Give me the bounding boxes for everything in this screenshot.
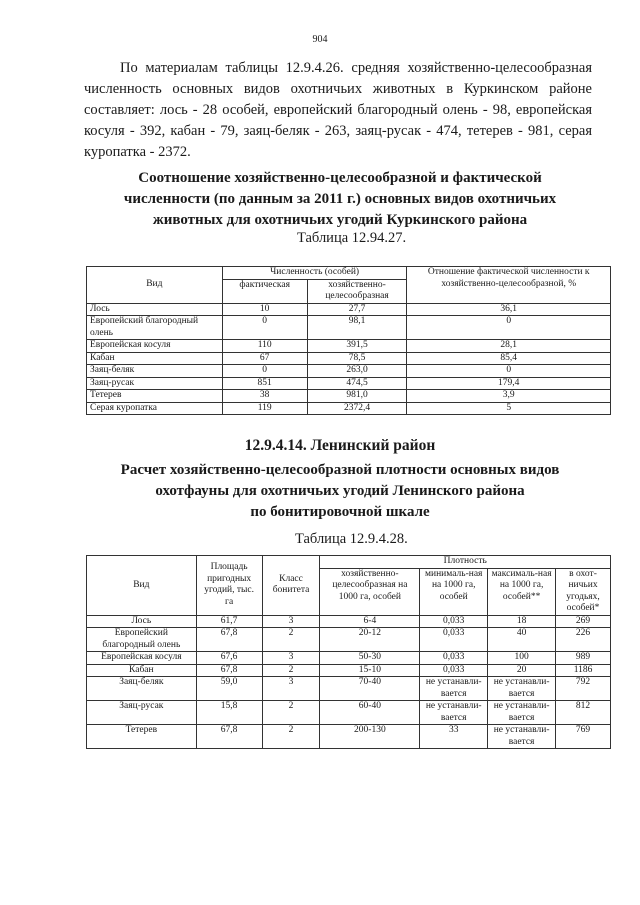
cell-ratio: 0 [407, 365, 611, 378]
table-row [87, 664, 611, 677]
table-row [87, 402, 611, 415]
table1-heading-line2: численности (по данным за 2011 г.) основных видов охотничьих [123, 191, 557, 207]
cell-min: 0,033 [420, 652, 488, 665]
cell-optimal: 981,0 [307, 390, 407, 403]
cell-min: 0,033 [420, 628, 488, 652]
table2-caption: Таблица 12.9.4.28. [295, 531, 408, 547]
cell-optimal: 60-40 [320, 701, 420, 725]
cell-class: 3 [262, 677, 320, 701]
cell-species: Европейский благородный олень [87, 316, 223, 340]
table-row [87, 316, 611, 340]
cell-ratio: 3,9 [407, 390, 611, 403]
cell-area: 67,6 [196, 652, 262, 665]
cell-species: Европейский благородный олень [87, 628, 197, 652]
section-heading: 12.9.4.14. Ленинский район [244, 437, 436, 454]
table-row [87, 701, 611, 725]
col-header-class: Класс бонитета [262, 556, 320, 616]
cell-optimal: 263,0 [307, 365, 407, 378]
cell-class: 2 [262, 701, 320, 725]
cell-hunting: 769 [556, 725, 611, 749]
cell-optimal: 98,1 [307, 316, 407, 340]
table-row [87, 377, 611, 390]
cell-class: 3 [262, 615, 320, 628]
col-header-species: Вид [87, 556, 197, 616]
cell-species: Тетерев [87, 390, 223, 403]
col-header-density: Плотность [320, 556, 611, 569]
col-header-species: Вид [87, 267, 223, 304]
cell-actual: 851 [222, 377, 307, 390]
cell-actual: 0 [222, 365, 307, 378]
cell-optimal: 474,5 [307, 377, 407, 390]
cell-min: 33 [420, 725, 488, 749]
cell-species: Заяц-беляк [87, 677, 197, 701]
table1-heading-line1: Соотношение хозяйственно-целесообразной и фактической [138, 170, 542, 186]
cell-actual: 38 [222, 390, 307, 403]
cell-area: 59,0 [196, 677, 262, 701]
cell-max: 20 [488, 664, 556, 677]
cell-species: Заяц-русак [87, 377, 223, 390]
cell-species: Заяц-русак [87, 701, 197, 725]
page-number: 904 [312, 34, 328, 45]
table-row [87, 615, 611, 628]
cell-optimal: 2372,4 [307, 402, 407, 415]
cell-area: 67,8 [196, 628, 262, 652]
cell-optimal: 50-30 [320, 652, 420, 665]
cell-optimal: 20-12 [320, 628, 420, 652]
cell-actual: 10 [222, 303, 307, 316]
cell-hunting: 226 [556, 628, 611, 652]
cell-species: Заяц-беляк [87, 365, 223, 378]
cell-max: 100 [488, 652, 556, 665]
cell-ratio: 28,1 [407, 340, 611, 353]
cell-species: Тетерев [87, 725, 197, 749]
table2-heading-line2: охотфауны для охотничьих угодий Ленинского района [155, 483, 525, 499]
cell-min: 0,033 [420, 615, 488, 628]
col-header-hunting-density: в охот-ничьих угодьях, особей* [556, 568, 611, 615]
table1-heading [70, 168, 610, 231]
density-table [86, 555, 611, 749]
cell-max: не устанавли-вается [488, 701, 556, 725]
table-row [87, 352, 611, 365]
cell-species: Лось [87, 615, 197, 628]
cell-class: 3 [262, 652, 320, 665]
cell-species: Европейская косуля [87, 340, 223, 353]
cell-min: 0,033 [420, 664, 488, 677]
cell-ratio: 5 [407, 402, 611, 415]
cell-max: 40 [488, 628, 556, 652]
cell-optimal: 6-4 [320, 615, 420, 628]
cell-min: не устанавли-вается [420, 677, 488, 701]
col-header-area: Площадь пригодных угодий, тыс. га [196, 556, 262, 616]
cell-hunting: 792 [556, 677, 611, 701]
table-row [87, 677, 611, 701]
col-header-optimal: хозяйственно-целесообразная [307, 279, 407, 303]
cell-class: 2 [262, 628, 320, 652]
cell-max: не устанавли-вается [488, 677, 556, 701]
comparison-table [86, 266, 611, 415]
table2-heading-line3: по бонитировочной шкале [250, 504, 430, 520]
col-header-actual: фактическая [222, 279, 307, 303]
cell-area: 67,8 [196, 664, 262, 677]
col-header-ratio: Отношение фактической численности к хозяйственно-целесообразной, % [407, 267, 611, 304]
cell-min: не устанавли-вается [420, 701, 488, 725]
cell-max: 18 [488, 615, 556, 628]
cell-area: 15,8 [196, 701, 262, 725]
cell-ratio: 36,1 [407, 303, 611, 316]
cell-species: Кабан [87, 352, 223, 365]
intro-paragraph: По материалам таблицы 12.9.4.26. средняя хозяйственно-целесообразная численность основных видов охотничьих животных в Куркинском районе составляет: лось - 28 особей, европейский благородный олень - 98, европейская косуля - 392, кабан - 79, заяц-беляк - 263, заяц-русак - 474, тетерев - 981, серая куропатка - 2372. [84, 60, 592, 160]
col-header-min-density: минималь-ная на 1000 га, особей [420, 568, 488, 615]
cell-max: не устанавли-вается [488, 725, 556, 749]
cell-ratio: 0 [407, 316, 611, 340]
cell-ratio: 85,4 [407, 352, 611, 365]
cell-species: Серая куропатка [87, 402, 223, 415]
cell-optimal: 70-40 [320, 677, 420, 701]
cell-area: 61,7 [196, 615, 262, 628]
col-header-max-density: максималь-ная на 1000 га, особей** [488, 568, 556, 615]
cell-area: 67,8 [196, 725, 262, 749]
table-row [87, 652, 611, 665]
cell-hunting: 989 [556, 652, 611, 665]
cell-actual: 119 [222, 402, 307, 415]
table-row [87, 340, 611, 353]
table-row [87, 365, 611, 378]
cell-actual: 110 [222, 340, 307, 353]
cell-optimal: 78,5 [307, 352, 407, 365]
cell-optimal: 200-130 [320, 725, 420, 749]
col-header-optimal-density: хозяйственно-целесообразная на 1000 га, особей [320, 568, 420, 615]
cell-species: Европейская косуля [87, 652, 197, 665]
table1-heading-line3: животных для охотничьих угодий Куркинского района [152, 212, 528, 228]
cell-species: Кабан [87, 664, 197, 677]
table-row [87, 725, 611, 749]
table2-heading [70, 460, 610, 523]
cell-optimal: 15-10 [320, 664, 420, 677]
cell-class: 2 [262, 725, 320, 749]
cell-optimal: 391,5 [307, 340, 407, 353]
cell-ratio: 179,4 [407, 377, 611, 390]
cell-actual: 0 [222, 316, 307, 340]
table-row [87, 303, 611, 316]
table-row [87, 628, 611, 652]
cell-class: 2 [262, 664, 320, 677]
table-row [87, 390, 611, 403]
cell-hunting: 1186 [556, 664, 611, 677]
table1-caption: Таблица 12.94.27. [297, 230, 407, 246]
cell-actual: 67 [222, 352, 307, 365]
col-header-count: Численность (особей) [222, 267, 407, 280]
cell-hunting: 812 [556, 701, 611, 725]
table2-heading-line1: Расчет хозяйственно-целесообразной плотности основных видов [120, 462, 560, 478]
cell-optimal: 27,7 [307, 303, 407, 316]
cell-species: Лось [87, 303, 223, 316]
cell-hunting: 269 [556, 615, 611, 628]
